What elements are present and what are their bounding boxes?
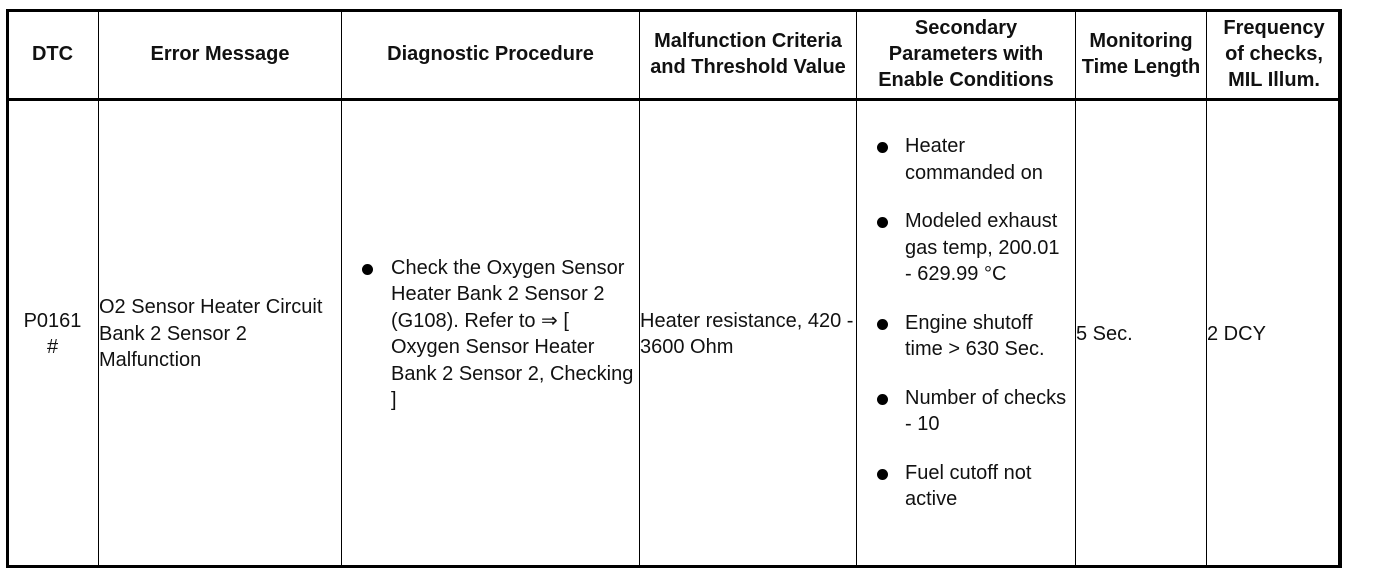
header-monitoring-time: Monitoring Time Length [1076,10,1207,100]
header-diagnostic-procedure: Diagnostic Procedure [342,10,640,100]
cell-frequency: 2 DCY [1207,100,1342,568]
header-frequency: Frequency of checks, MIL Illum. [1207,10,1342,100]
header-secondary-parameters: Secondary Parameters with Enable Conditions [857,10,1076,100]
cell-error-message: O2 Sensor Heater Circuit Bank 2 Sensor 2 Malfunction [99,100,342,568]
parameter-text: Modeled exhaust gas temp, 200.01 - 629.99 °C [905,210,1060,286]
header-malfunction-criteria: Malfunction Criteria and Threshold Value [640,10,857,100]
cell-monitoring-time: 5 Sec. [1076,100,1207,568]
header-error-message: Error Message [99,10,342,100]
header-dtc: DTC [7,10,99,100]
table-border [6,9,1341,568]
parameter-text: Fuel cutoff not active [905,461,1032,511]
parameter-text: Engine shutoff time > 630 Sec. [905,311,1045,361]
parameter-text: Number of checks - 10 [905,386,1067,436]
cell-malfunction-criteria: Heater resistance, 420 - 3600 Ohm [640,100,857,568]
procedure-text: Check the Oxygen Sensor Heater Bank 2 Sensor 2 (G108). Refer to ⇒ [ Oxygen Sensor Heater Bank 2 Sensor 2, Checking ] [391,256,634,411]
parameter-text: Heater commanded on [905,135,1043,184]
dtc-code: P0161 # [23,309,82,358]
